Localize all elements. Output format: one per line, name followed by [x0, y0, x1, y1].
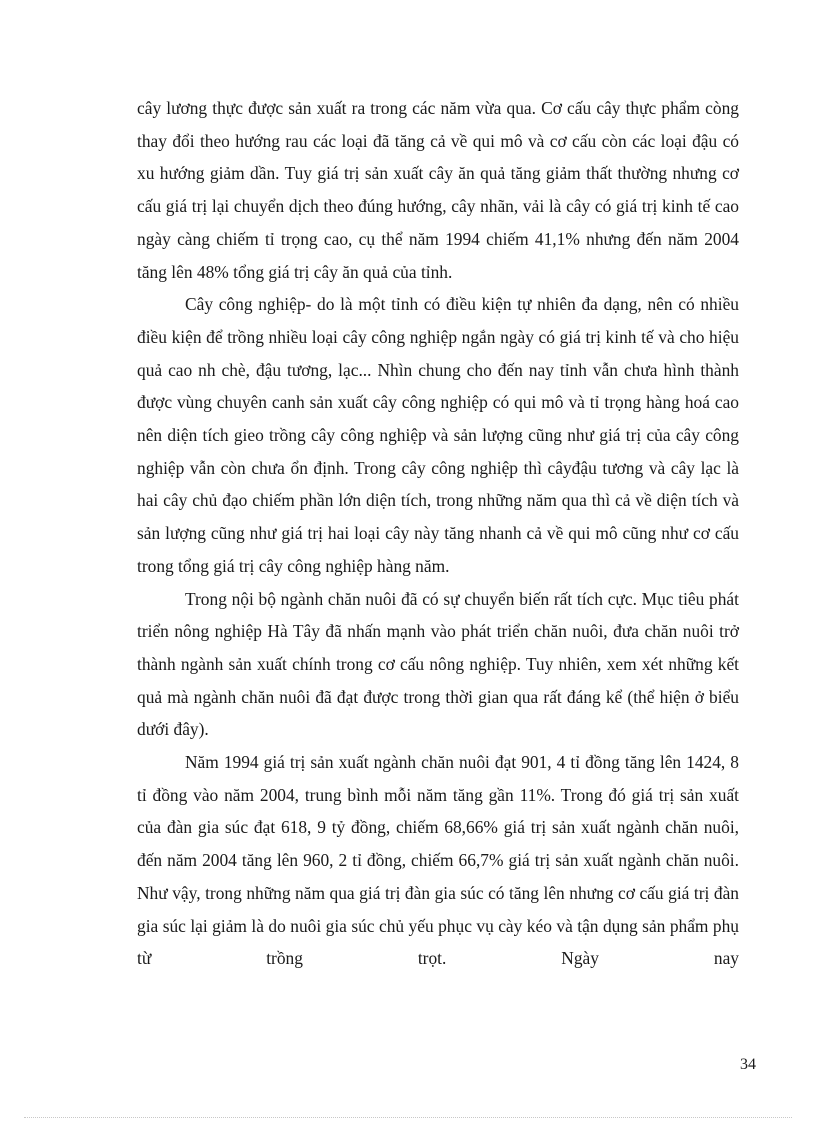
paragraph-livestock: Trong nội bộ ngành chăn nuôi đã có sự chuyển biến rất tích cực. Mục tiêu phát triển nông nghiệp Hà Tây đã nhấn mạnh vào phát triển chăn nuôi, đưa chăn nuôi trở thành ngành sản xuất chính trong cơ cấu nông nghiệp. Tuy nhiên, xem xét những kết quả mà ngành chăn nuôi đã đạt được trong thời gian qua rất đáng kể (thể hiện ở biểu dưới đây). — [137, 588, 739, 740]
page-body — [137, 92, 739, 975]
page-number: 34 — [740, 1056, 756, 1073]
paragraph-food-crops: cây lương thực được sản xuất ra trong các năm vừa qua. Cơ cấu cây thực phẩm còng thay đổi theo hướng rau các loại đã tăng cả về qui mô và cơ cấu còn các loại đậu có xu hướng giảm dần. Tuy giá trị sản xuất cây ăn quả tăng giảm thất thường nhưng cơ cấu giá trị lại chuyển dịch theo đúng hướng, cây nhãn, vải là cây có giá trị kinh tế cao ngày càng chiếm tỉ trọng cao, cụ thể năm 1994 chiếm 41,1% nhưng đến năm 2004 tăng lên 48% tổng giá trị cây ăn quả của tỉnh. — [137, 98, 739, 282]
footer-divider — [24, 1117, 792, 1118]
paragraph-industrial-crops: Cây công nghiệp- do là một tỉnh có điều kiện tự nhiên đa dạng, nên có nhiều điều kiện để trồng nhiều loại cây công nghiệp ngắn ngày có giá trị kinh tế và cho hiệu quả cao nh chè, đậu tương, lạc... Nhìn chung cho đến nay tỉnh vẫn chưa hình thành được vùng chuyên canh sản xuất cây công nghiệp có qui mô và tỉ trọng hàng hoá cao nên diện tích gieo trồng cây công nghiệp và sản lượng cũng như giá trị của cây công nghiệp vẫn còn chưa ổn định. Trong cây công nghiệp thì câyđậu tương và cây lạc là hai cây chủ đạo chiếm phần lớn diện tích, trong những năm qua thì cả về diện tích và sản lượng cũng như giá trị hai loại cây này tăng nhanh cả về qui mô cũng như cơ cấu trong tổng giá trị cây công nghiệp hàng năm. — [137, 294, 739, 576]
paragraph-livestock-value: Năm 1994 giá trị sản xuất ngành chăn nuôi đạt 901, 4 tỉ đồng tăng lên 1424, 8 tỉ đồng vào năm 2004, trung bình mỗi năm tăng gần 11%. Trong đó giá trị sản xuất của đàn gia súc đạt 618, 9 tỷ đồng, chiếm 68,66% giá trị sản xuất ngành chăn nuôi, đến năm 2004 tăng lên 960, 2 tỉ đồng, chiếm 66,7% giá trị sản xuất ngành chăn nuôi. Như vậy, trong những năm qua giá trị đàn gia súc có tăng lên nhưng cơ cấu giá trị đàn gia súc lại giảm là do nuôi gia súc chủ yếu phục vụ cày kéo và tận dụng sản phẩm phụ từ trồng trọt. Ngày nay — [137, 752, 739, 969]
